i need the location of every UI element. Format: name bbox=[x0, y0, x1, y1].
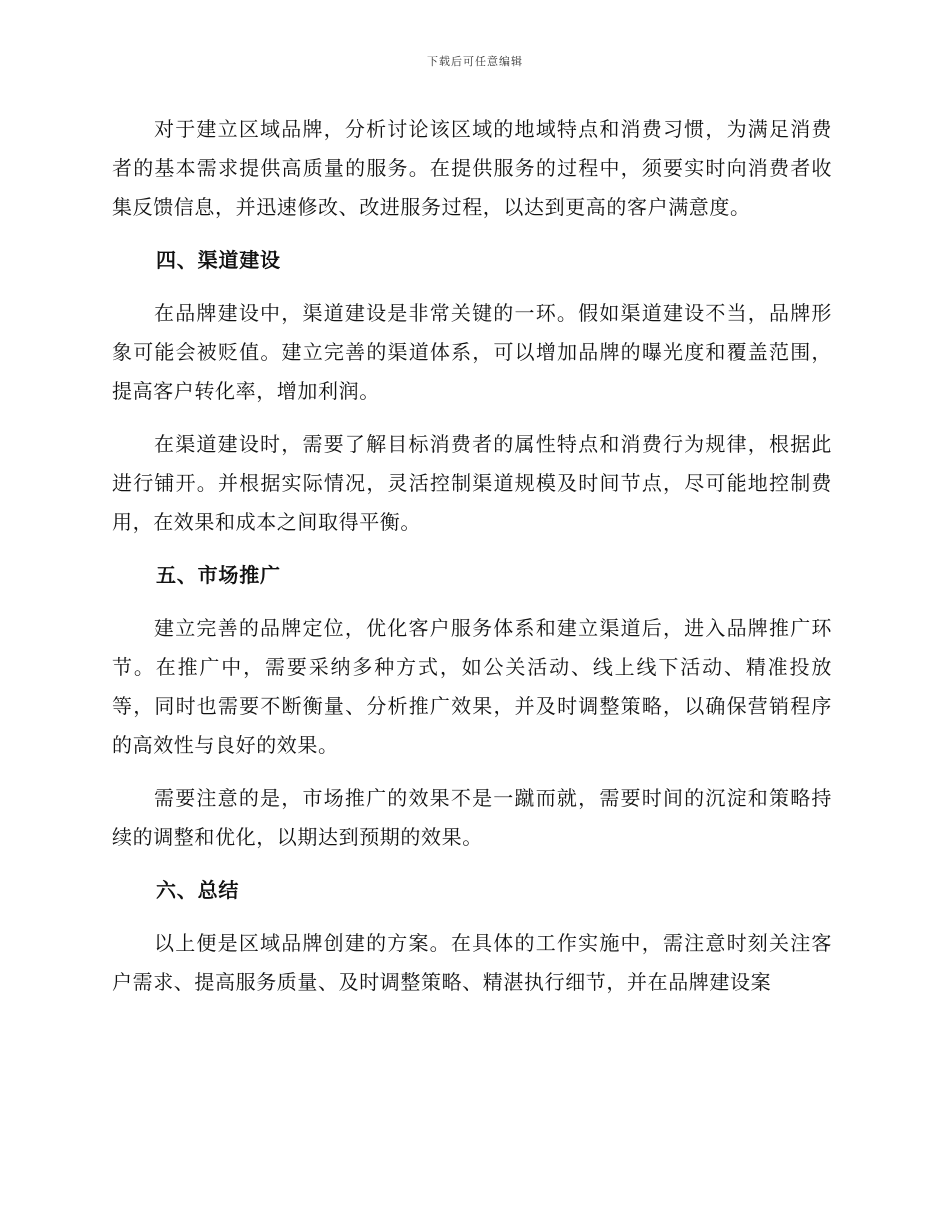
section-heading-channel: 四、渠道建设 bbox=[156, 248, 281, 272]
section-heading-marketing: 五、市场推广 bbox=[156, 563, 281, 587]
paragraph-channel-importance: 在品牌建设中，渠道建设是非常关键的一环。假如渠道建设不当，品牌形象可能会被贬值。建立完善的渠道体系，可以增加品牌的曝光度和覆盖范围，提高客户转化率，增加利润。 bbox=[112, 301, 832, 403]
section-heading-summary: 六、总结 bbox=[156, 878, 240, 902]
paragraph-marketing-methods: 建立完善的品牌定位，优化客户服务体系和建立渠道后，进入品牌推广环节。在推广中，需要采纳多种方式，如公关活动、线上线下活动、精准投放等，同时也需要不断衡量、分析推广效果，并及时调整策略，以确保营销程序的高效性与良好的效果。 bbox=[112, 616, 832, 757]
paragraph-marketing-note: 需要注意的是，市场推广的效果不是一蹴而就，需要时间的沉淀和策略持续的调整和优化，以期达到预期的效果。 bbox=[112, 786, 832, 849]
page-header: 下载后可任意编辑 bbox=[427, 55, 523, 68]
paragraph-summary: 以上便是区域品牌创建的方案。在具体的工作实施中，需注意时刻关注客户需求、提高服务质量、及时调整策略、精湛执行细节，并在品牌建设案 bbox=[112, 931, 832, 994]
paragraph-channel-strategy: 在渠道建设时，需要了解目标消费者的属性特点和消费行为规律，根据此进行铺开。并根据实际情况，灵活控制渠道规模及时间节点，尽可能地控制费用，在效果和成本之间取得平衡。 bbox=[112, 432, 832, 534]
paragraph-customer-service: 对于建立区域品牌，分析讨论该区域的地域特点和消费习惯，为满足消费者的基本需求提供高质量的服务。在提供服务的过程中，须要实时向消费者收集反馈信息，并迅速修改、改进服务过程，以达到更高的客户满意度。 bbox=[112, 117, 832, 219]
document-body bbox=[112, 110, 832, 1016]
